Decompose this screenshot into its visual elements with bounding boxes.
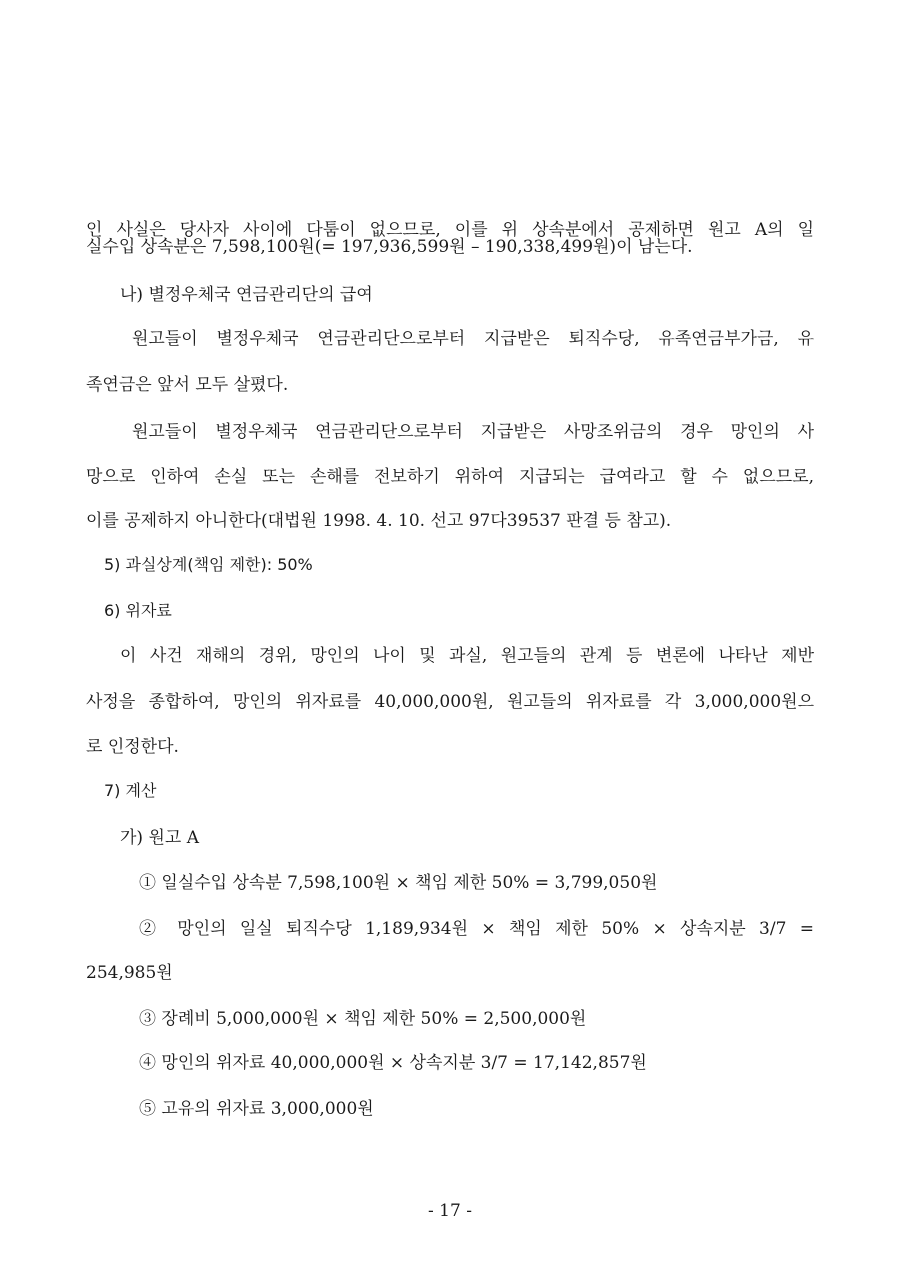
calc-item-2-line-1: ② 망인의 일실 퇴직수당 1,189,934원 × 책임 제한 50% × 상속지분 3/7 = (139, 919, 814, 939)
calc-item-2-line-2: 254,985원 (86, 963, 173, 983)
paragraph-a-line-2: 실수입 상속분은 7,598,100원(= 197,936,599원 – 190,338,499원)이 남는다. (86, 237, 693, 257)
section-6-line-2: 사정을 종합하여, 망인의 위자료를 40,000,000원, 원고들의 위자료를 각 3,000,000원으 (86, 692, 814, 712)
section-na-p1-line-1: 원고들이 별정우체국 연금관리단으로부터 지급받은 퇴직수당, 유족연금부가금, 유 (132, 329, 814, 349)
section-na-p2-line-3: 이를 공제하지 아니한다(대법원 1998. 4. 10. 선고 97다39537 판결 등 참고). (86, 511, 672, 531)
section-6-line-1: 이 사건 재해의 경위, 망인의 나이 및 과실, 원고들의 관계 등 변론에 나타난 제반 (120, 646, 814, 666)
section-6-line-3: 로 인정한다. (86, 737, 179, 757)
section-6-heading: 6) 위자료 (104, 601, 172, 620)
page-number: - 17 - (428, 1201, 472, 1221)
section-7-heading: 7) 계산 (104, 781, 157, 800)
section-5-heading: 5) 과실상계(책임 제한): 50% (104, 555, 313, 574)
section-na-p1-line-2: 족연금은 앞서 모두 살폈다. (86, 375, 289, 395)
calc-item-3: ③ 장례비 5,000,000원 × 책임 제한 50% = 2,500,000원 (139, 1009, 587, 1029)
section-7-subheading: 가) 원고 A (120, 828, 199, 848)
paragraph-a-line-1: 인 사실은 당사자 사이에 다툼이 없으므로, 이를 위 상속분에서 공제하면 원고 A의 일 (86, 220, 814, 240)
section-na-heading: 나) 별정우체국 연금관리단의 급여 (120, 285, 373, 305)
calc-item-5: ⑤ 고유의 위자료 3,000,000원 (139, 1099, 374, 1119)
section-na-p2-line-1: 원고들이 별정우체국 연금관리단으로부터 지급받은 사망조위금의 경우 망인의 사 (132, 422, 814, 442)
section-na-p2-line-2: 망으로 인하여 손실 또는 손해를 전보하기 위하여 지급되는 급여라고 할 수 없으므로, (86, 467, 814, 487)
calc-item-4: ④ 망인의 위자료 40,000,000원 × 상속지분 3/7 = 17,142,857원 (139, 1053, 647, 1073)
calc-item-1: ① 일실수입 상속분 7,598,100원 × 책임 제한 50% = 3,799,050원 (139, 873, 658, 893)
